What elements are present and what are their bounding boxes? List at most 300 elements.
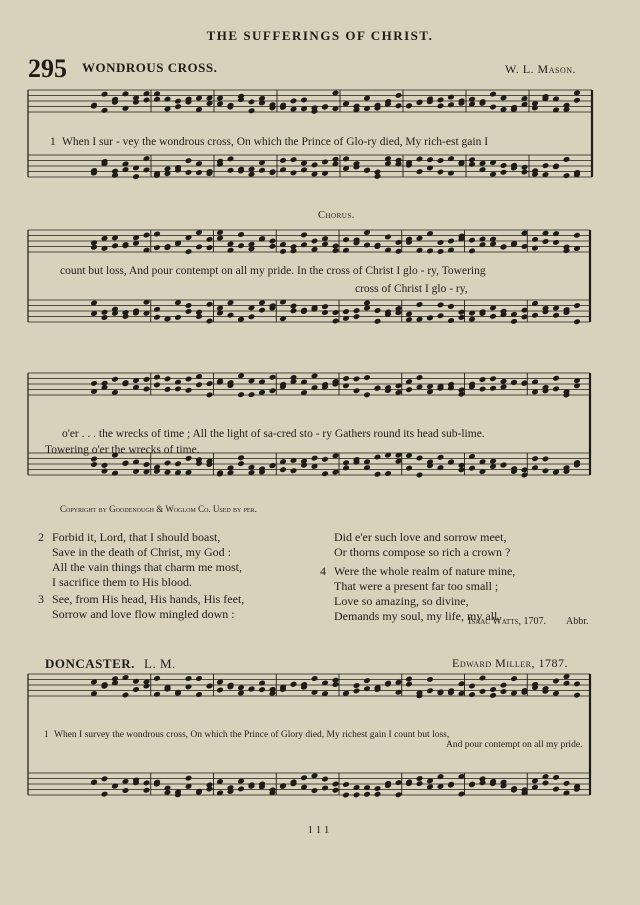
note-head <box>248 107 256 114</box>
note-head <box>332 787 340 794</box>
note-head <box>164 96 172 103</box>
note-head <box>395 102 403 109</box>
note-head <box>195 675 203 682</box>
note-head <box>395 92 403 99</box>
note-head <box>174 379 182 386</box>
note-head <box>153 314 161 321</box>
note-head <box>311 455 319 462</box>
note-head <box>195 381 203 388</box>
stanza-3 <box>38 592 245 622</box>
note-head <box>573 692 581 699</box>
stanza-line: Were the whole realm of nature mine, <box>334 564 516 578</box>
note-head <box>143 386 151 393</box>
note-head <box>143 97 151 104</box>
note-head <box>395 779 403 786</box>
note-head <box>332 781 340 788</box>
note-head <box>185 308 193 315</box>
stanza-number: 4 <box>320 564 326 578</box>
note-head <box>437 169 445 176</box>
note-head <box>437 248 445 255</box>
note-head <box>552 786 560 793</box>
note-head <box>279 157 287 164</box>
stanza-line: That were a present far too small ; <box>334 579 499 593</box>
note-head <box>269 387 277 394</box>
note-head <box>342 308 350 315</box>
note-head <box>132 468 140 475</box>
note-head <box>374 318 382 325</box>
note-head <box>426 156 434 163</box>
note-head <box>363 391 371 398</box>
note-head <box>101 380 109 387</box>
stanza-line: All the vain things that charm me most, <box>52 560 242 574</box>
note-head <box>437 239 445 246</box>
note-head <box>416 301 424 308</box>
abbr-note: Abbr. <box>566 616 589 627</box>
note-head <box>269 374 277 381</box>
stanza-2 <box>38 530 242 590</box>
note-head <box>132 678 140 685</box>
note-head <box>405 386 413 393</box>
note-head <box>237 391 245 398</box>
note-head <box>311 384 319 391</box>
note-head <box>342 375 350 382</box>
note-head <box>237 460 245 467</box>
note-head <box>143 376 151 383</box>
note-head <box>542 467 550 474</box>
note-head <box>542 456 550 463</box>
note-head <box>552 386 560 393</box>
note-head <box>447 303 455 310</box>
note-head <box>332 318 340 325</box>
note-head <box>153 675 161 682</box>
stanza-line: I sacrifice them to His blood. <box>52 575 192 589</box>
note-head <box>447 94 455 101</box>
note-head <box>90 244 98 251</box>
note-head <box>153 691 161 698</box>
lyric-doncaster-1: When I survey the wondrous cross, On which the Prince of Glory died, My richest gain I count but loss, <box>54 730 450 740</box>
note-head <box>101 91 109 98</box>
note-head <box>374 385 382 392</box>
note-head <box>395 382 403 389</box>
note-head <box>332 247 340 254</box>
note-head <box>342 382 350 389</box>
note-head <box>489 236 497 243</box>
note-head <box>122 105 130 112</box>
note-head <box>489 91 497 98</box>
verse-number: 1 <box>44 730 49 740</box>
note-head <box>206 683 214 690</box>
note-head <box>395 239 403 246</box>
note-head <box>468 248 476 255</box>
note-head <box>468 237 476 244</box>
note-head <box>416 472 424 479</box>
note-head <box>384 234 392 241</box>
note-head <box>237 242 245 249</box>
note-head <box>363 374 371 381</box>
note-head <box>290 681 298 688</box>
note-head <box>332 681 340 688</box>
note-head <box>164 460 172 467</box>
note-head <box>153 90 161 97</box>
note-head <box>290 467 298 474</box>
note-head <box>489 385 497 392</box>
note-head <box>510 675 518 682</box>
note-head <box>363 685 371 692</box>
note-head <box>479 166 487 173</box>
note-head <box>468 691 476 698</box>
note-head <box>405 676 413 683</box>
note-head <box>153 382 161 389</box>
note-head <box>353 376 361 383</box>
note-head <box>101 309 109 316</box>
note-head <box>164 386 172 393</box>
note-head <box>426 165 434 172</box>
note-head <box>258 686 266 693</box>
note-head <box>237 454 245 461</box>
stanza-line: Love so amazing, so divine, <box>334 594 469 608</box>
note-head <box>206 236 214 243</box>
note-head <box>185 683 193 690</box>
note-head <box>164 785 172 792</box>
stanza-line: Or thorns compose so rich a crown ? <box>334 545 511 559</box>
note-head <box>269 238 277 245</box>
note-head <box>405 465 413 472</box>
note-head <box>300 241 308 248</box>
note-head <box>437 312 445 319</box>
note-head <box>416 247 424 254</box>
note-head <box>489 104 497 111</box>
note-head <box>363 167 371 174</box>
note-head <box>468 96 476 103</box>
page-title: THE SUFFERINGS OF CHRIST. <box>206 28 434 43</box>
composer-doncaster: Edward Miller, 1787. <box>452 656 568 670</box>
stanza-line: Save in the death of Christ, my God : <box>52 545 231 559</box>
note-head <box>248 98 256 105</box>
note-head <box>321 170 329 177</box>
note-head <box>101 468 109 475</box>
note-head <box>416 374 424 381</box>
note-head <box>447 317 455 324</box>
note-head <box>174 103 182 110</box>
note-head <box>500 688 508 695</box>
note-head <box>332 309 340 316</box>
lyric-line-1: When I sur - vey the wondrous cross, On which the Prince of Glo-ry died, My rich-est gain I <box>62 136 489 148</box>
note-head <box>185 302 193 309</box>
note-head <box>279 466 287 473</box>
note-head <box>206 391 214 398</box>
note-head <box>174 98 182 105</box>
note-head <box>479 386 487 393</box>
note-head <box>531 464 539 471</box>
note-head <box>90 388 98 395</box>
note-head <box>489 375 497 382</box>
note-head <box>353 313 361 320</box>
lyric-line-2: count but loss, And pour contempt on all my pride. In the cross of Christ I glo - ry, Towering <box>60 265 486 277</box>
note-head <box>111 172 119 179</box>
note-head <box>500 462 508 469</box>
note-head <box>531 312 539 319</box>
note-head <box>374 454 382 461</box>
note-head <box>468 316 476 323</box>
note-head <box>447 247 455 254</box>
note-head <box>437 103 445 110</box>
note-head <box>405 102 413 109</box>
note-head <box>437 302 445 309</box>
note-head <box>479 236 487 243</box>
hymn-number: 295 <box>28 54 67 83</box>
note-head <box>290 307 298 314</box>
note-head <box>374 791 382 798</box>
note-head <box>353 387 361 394</box>
note-head <box>227 156 235 163</box>
note-head <box>321 159 329 166</box>
note-head <box>143 166 151 173</box>
note-head <box>258 236 266 243</box>
note-head <box>353 688 361 695</box>
note-head <box>468 683 476 690</box>
note-head <box>342 781 350 788</box>
note-head <box>206 318 214 325</box>
note-head <box>353 682 361 689</box>
note-head <box>290 156 298 163</box>
note-head <box>143 461 151 468</box>
note-head <box>468 781 476 788</box>
note-head <box>153 96 161 103</box>
note-head <box>384 470 392 477</box>
note-head <box>311 238 319 245</box>
note-head <box>426 230 434 237</box>
note-head <box>311 675 319 682</box>
note-head <box>426 248 434 255</box>
note-head <box>426 315 434 322</box>
verse-number: 1 <box>50 136 56 148</box>
note-head <box>500 162 508 169</box>
note-head <box>342 155 350 162</box>
note-head <box>300 167 308 174</box>
note-head <box>542 162 550 169</box>
note-head <box>437 773 445 780</box>
note-head <box>258 307 266 314</box>
note-head <box>122 460 130 467</box>
note-head <box>321 104 329 111</box>
lyric-line-2-bass: cross of Christ I glo - ry, <box>355 283 468 295</box>
note-head <box>342 315 350 322</box>
note-head <box>195 313 203 320</box>
note-head <box>258 167 266 174</box>
note-head <box>468 161 476 168</box>
note-head <box>111 376 119 383</box>
note-head <box>353 307 361 314</box>
note-head <box>311 689 319 696</box>
note-head <box>185 376 193 383</box>
note-head <box>227 465 235 472</box>
note-head <box>185 169 193 176</box>
note-head <box>227 312 235 319</box>
note-head <box>321 303 329 310</box>
note-head <box>374 471 382 478</box>
note-head <box>342 236 350 243</box>
note-head <box>521 164 529 171</box>
note-head <box>395 689 403 696</box>
note-head <box>258 100 266 107</box>
note-head <box>573 681 581 688</box>
note-head <box>437 157 445 164</box>
note-head <box>237 231 245 238</box>
note-head <box>227 167 235 174</box>
stanza-line: Sorrow and love flow mingled down : <box>52 607 235 621</box>
note-head <box>363 677 371 684</box>
note-head <box>290 457 298 464</box>
note-head <box>122 90 130 97</box>
note-head <box>437 454 445 461</box>
note-head <box>195 169 203 176</box>
note-head <box>374 173 382 180</box>
note-head <box>90 461 98 468</box>
stanza-4 <box>320 564 516 624</box>
note-head <box>374 785 382 792</box>
note-head <box>122 692 130 699</box>
note-head <box>342 459 350 466</box>
note-head <box>195 244 203 251</box>
lyric-line-3: o'er . . . the wrecks of time ; All the light of sa-cred sto - ry Gathers round its head sub-lime. <box>62 428 485 440</box>
note-head <box>437 97 445 104</box>
note-head <box>132 165 140 172</box>
note-head <box>500 243 508 250</box>
note-head <box>143 90 151 97</box>
note-head <box>363 784 371 791</box>
note-head <box>510 379 518 386</box>
note-head <box>185 775 193 782</box>
note-head <box>395 248 403 255</box>
note-head <box>300 97 308 104</box>
note-head <box>563 172 571 179</box>
note-head <box>374 307 382 314</box>
note-head <box>101 775 109 782</box>
stanza-number: 3 <box>38 592 44 606</box>
note-head <box>101 245 109 252</box>
note-head <box>248 313 256 320</box>
note-head <box>447 170 455 177</box>
note-head <box>552 774 560 781</box>
chorus-label: Chorus. <box>318 210 355 221</box>
note-head <box>321 785 329 792</box>
author: Isaac Watts, 1707. <box>468 616 546 627</box>
note-head <box>342 792 350 799</box>
note-head <box>311 787 319 794</box>
note-head <box>552 375 560 382</box>
copyright-note: Copyright by Goodenough & Woglom Co. Used by per. <box>60 504 257 514</box>
note-head <box>447 238 455 245</box>
note-head <box>489 686 497 693</box>
note-head <box>573 382 581 389</box>
note-head <box>185 387 193 394</box>
tune-name: WONDROUS CROSS. <box>82 60 218 75</box>
note-head <box>153 244 161 251</box>
note-head <box>143 232 151 239</box>
note-head <box>489 692 497 699</box>
stanza-line: Demands my soul, my life, my all. <box>334 609 501 623</box>
note-head <box>479 675 487 682</box>
note-head <box>101 462 109 469</box>
note-head <box>101 791 109 798</box>
page-number: 111 <box>307 824 333 836</box>
note-head <box>363 242 371 249</box>
note-head <box>132 686 140 693</box>
note-head <box>279 248 287 255</box>
stanza-number: 2 <box>38 530 44 544</box>
note-head <box>311 162 319 169</box>
note-head <box>353 791 361 798</box>
note-head <box>479 376 487 383</box>
note-head <box>101 314 109 321</box>
note-head <box>426 676 434 683</box>
note-head <box>216 687 224 694</box>
note-head <box>132 99 140 106</box>
note-head <box>237 786 245 793</box>
note-head <box>90 456 98 463</box>
note-head <box>416 780 424 787</box>
note-head <box>153 231 161 238</box>
note-head <box>573 97 581 104</box>
note-head <box>269 243 277 250</box>
note-head <box>321 309 329 316</box>
note-head <box>174 314 182 321</box>
note-head <box>122 787 130 794</box>
note-head <box>111 470 119 477</box>
note-head <box>542 773 550 780</box>
note-head <box>153 306 161 313</box>
note-head <box>206 786 214 793</box>
note-head <box>101 107 109 114</box>
note-head <box>269 462 277 469</box>
note-head <box>500 169 508 176</box>
note-head <box>321 776 329 783</box>
note-head <box>342 465 350 472</box>
note-head <box>468 465 476 472</box>
note-head <box>290 247 298 254</box>
stanza-line: See, from His head, His hands, His feet, <box>52 592 245 606</box>
note-head <box>542 238 550 245</box>
note-head <box>573 318 581 325</box>
note-head <box>552 312 560 319</box>
note-head <box>342 247 350 254</box>
note-head <box>90 779 98 786</box>
note-head <box>563 680 571 687</box>
note-head <box>174 240 182 247</box>
note-head <box>542 780 550 787</box>
note-head <box>174 460 182 467</box>
lyric-doncaster-2: And pour contempt on all my pride. <box>446 740 583 750</box>
note-head <box>143 780 151 787</box>
note-head <box>206 244 214 251</box>
note-head <box>531 236 539 243</box>
note-head <box>321 456 329 463</box>
lyric-line-3-bass: Towering o'er the wrecks of time. <box>45 444 200 456</box>
note-head <box>531 455 539 462</box>
meter: L. M. <box>144 656 176 671</box>
composer: W. L. Mason. <box>505 62 577 76</box>
note-head <box>416 156 424 163</box>
note-head <box>143 787 151 794</box>
note-head <box>143 155 151 162</box>
note-head <box>416 168 424 175</box>
note-head <box>563 780 571 787</box>
note-head <box>500 682 508 689</box>
note-head <box>552 678 560 685</box>
note-head <box>227 247 235 254</box>
note-head <box>573 302 581 309</box>
note-head <box>573 232 581 239</box>
